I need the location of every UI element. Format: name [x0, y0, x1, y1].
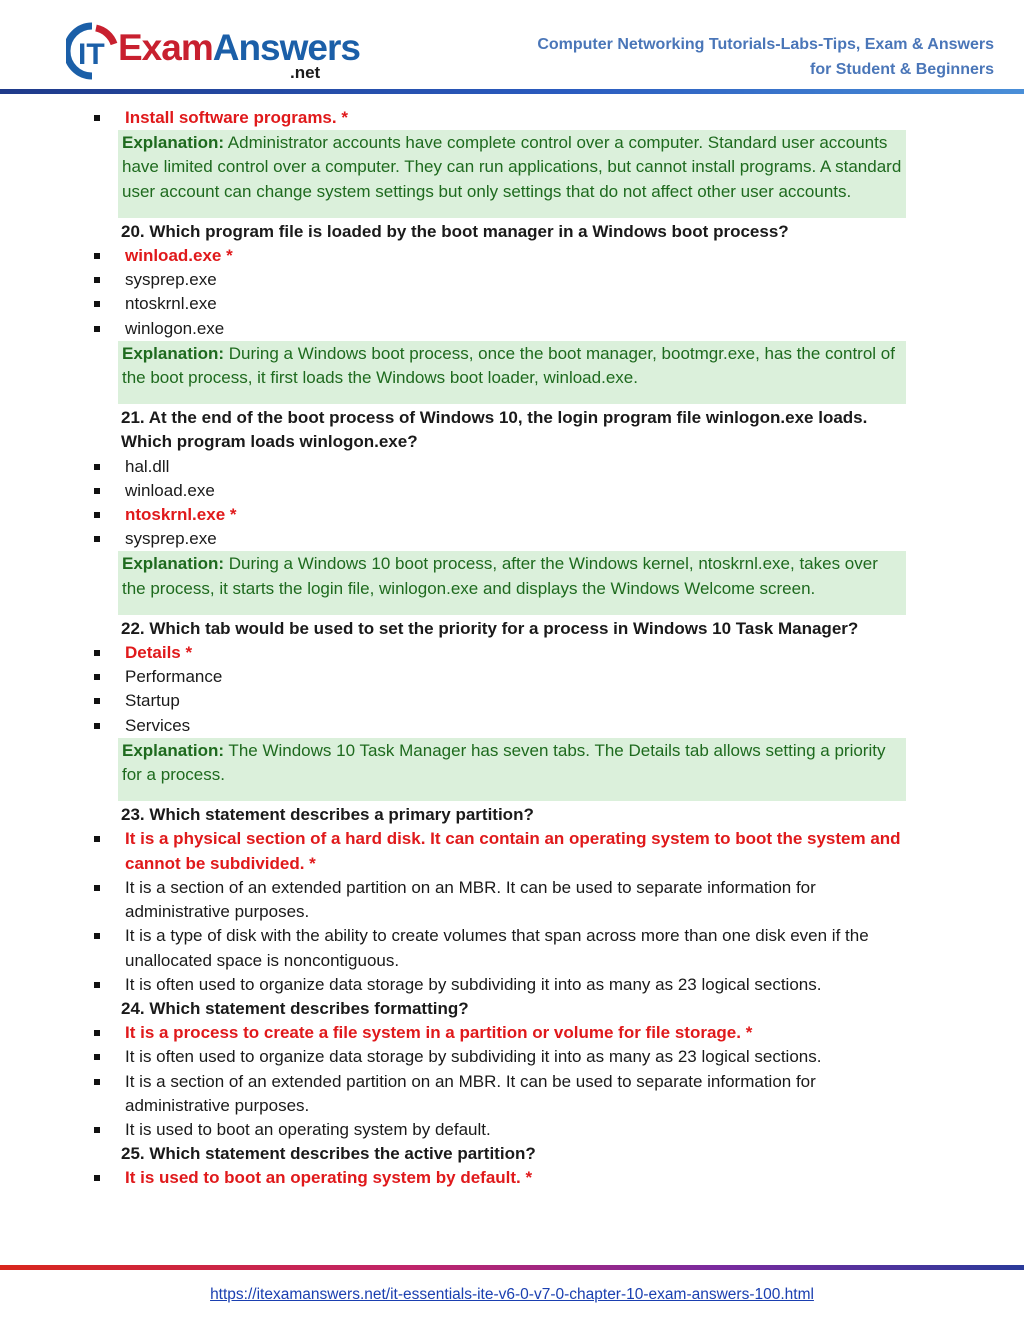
- page-header: [0, 0, 1024, 92]
- bullet-icon: [94, 536, 100, 542]
- option-text: It is a section of an extended partition on an MBR. It can be used to separate information for administrative purposes.: [125, 1071, 816, 1115]
- footer-divider: [0, 1265, 1024, 1270]
- option: [0, 527, 1024, 551]
- option: [0, 714, 1024, 738]
- option: [0, 1118, 1024, 1142]
- logo-exam-text: Exam: [118, 27, 213, 68]
- question-23: 23. Which statement describes a primary partition?: [121, 805, 534, 825]
- bullet-icon: [94, 488, 100, 494]
- question-25: 25. Which statement describes the active partition?: [121, 1144, 536, 1164]
- option-text: winload.exe *: [125, 246, 233, 266]
- option: [0, 665, 1024, 689]
- explanation-box: [118, 738, 906, 801]
- bullet-icon: [94, 885, 100, 891]
- bullet-icon: [94, 982, 100, 988]
- option: [0, 689, 1024, 713]
- option-text: ntoskrnl.exe: [125, 294, 217, 314]
- option: [0, 479, 1024, 503]
- option: [0, 317, 1024, 341]
- option-text: sysprep.exe: [125, 270, 217, 290]
- explanation-label: Explanation:: [122, 343, 225, 363]
- option: [0, 292, 1024, 316]
- bullet-icon: [94, 650, 100, 656]
- question-24: 24. Which statement describes formatting?: [121, 998, 469, 1018]
- explanation-text: During a Windows 10 boot process, after the Windows kernel, ntoskrnl.exe, takes over the process, it starts the login file, winlogon.exe and displays the Windows Welcome screen.: [122, 554, 878, 598]
- option-text: It is often used to organize data storage by subdividing it into as many as 23 logical sections.: [125, 974, 822, 994]
- logo-answers-text: Answers: [212, 27, 360, 68]
- option-correct: [0, 641, 1024, 665]
- bullet-icon: [94, 933, 100, 939]
- bullet-icon: [94, 326, 100, 332]
- logo-it-mark: [66, 22, 118, 80]
- bullet-icon: [94, 512, 100, 518]
- logo-wordmark: [118, 28, 360, 68]
- explanation-label: Explanation:: [122, 740, 225, 760]
- option: [0, 876, 1024, 924]
- option-text: It is a physical section of a hard disk. It can contain an operating system to boot the system and cannot be subdivided. *: [125, 829, 901, 873]
- option-text: Performance: [125, 667, 223, 687]
- option-correct: [0, 1021, 1024, 1045]
- explanation-box: [118, 551, 906, 614]
- site-logo[interactable]: [66, 22, 360, 88]
- logo-net-text: .net: [290, 63, 321, 82]
- option-text: It is used to boot an operating system by default.: [125, 1119, 491, 1139]
- option-text: hal.dll: [125, 456, 170, 476]
- option-text: It is used to boot an operating system by default. *: [125, 1168, 533, 1188]
- bullet-icon: [94, 698, 100, 704]
- bullet-icon: [94, 1054, 100, 1060]
- tagline-line2: for Student & Beginners: [809, 61, 994, 78]
- bullet-icon: [94, 301, 100, 307]
- logo-it-text: IT: [78, 38, 105, 71]
- option-text: Services: [125, 715, 191, 735]
- bullet-icon: [94, 464, 100, 470]
- tagline-line1: Computer Networking Tutorials-Labs-Tips, Exam & Answers: [537, 36, 994, 53]
- bullet-icon: [94, 674, 100, 680]
- bullet-icon: [94, 253, 100, 259]
- option-text: Details *: [125, 643, 193, 663]
- bullet-icon: [94, 836, 100, 842]
- option-text: winlogon.exe: [125, 318, 225, 338]
- explanation-label: Explanation:: [122, 133, 225, 153]
- bullet-icon: [94, 1175, 100, 1181]
- option: [0, 1045, 1024, 1069]
- option-correct: [0, 827, 1024, 875]
- explanation-text: During a Windows boot process, once the boot manager, bootmgr.exe, has the control of the boot process, it first loads the Windows boot loader, winload.exe.: [122, 343, 895, 388]
- bullet-icon: [94, 277, 100, 283]
- option-correct: [0, 106, 1024, 130]
- question-22: 22. Which tab would be used to set the priority for a process in Windows 10 Task Manager?: [121, 618, 859, 638]
- bullet-icon: [94, 1079, 100, 1085]
- option-text: It is a type of disk with the ability to create volumes that span across more than one disk even if the unallocated space is noncontiguous.: [125, 926, 869, 970]
- option: [0, 924, 1024, 972]
- option-correct: [0, 503, 1024, 527]
- explanation-box: [118, 341, 906, 404]
- bullet-icon: [94, 1127, 100, 1133]
- option-correct: [0, 1166, 1024, 1190]
- bullet-icon: [94, 115, 100, 121]
- explanation-label: Explanation:: [122, 554, 225, 574]
- option: [0, 973, 1024, 997]
- option-text: Install software programs. *: [125, 108, 348, 127]
- question-20: 20. Which program file is loaded by the boot manager in a Windows boot process?: [121, 221, 789, 241]
- option-text: It is often used to organize data storage by subdividing it into as many as 23 logical sections.: [125, 1047, 822, 1067]
- option: [0, 455, 1024, 479]
- option-text: winload.exe: [125, 480, 215, 500]
- option-text: It is a process to create a file system in a partition or volume for file storage. *: [125, 1023, 753, 1043]
- explanation-text: Administrator accounts have complete control over a computer. Standard user accounts have limited control over a computer. They can run applications, but cannot install programs. A standard user account can change system settings but only settings that do not affect other user accounts.: [122, 133, 902, 201]
- option-text: sysprep.exe: [125, 529, 217, 549]
- document-body: [0, 106, 1024, 1191]
- question-21: 21. At the end of the boot process of Windows 10, the login program file winlogon.exe loads. Which program loads winlogon.exe?: [121, 408, 868, 452]
- option-correct: [0, 244, 1024, 268]
- header-divider: [0, 89, 1024, 94]
- bullet-icon: [94, 1030, 100, 1036]
- option: [0, 268, 1024, 292]
- option-text: It is a section of an extended partition on an MBR. It can be used to separate information for administrative purposes.: [125, 877, 816, 922]
- footer-url-link[interactable]: https://itexamanswers.net/it-essentials-ite-v6-0-v7-0-chapter-10-exam-answers-100.html: [210, 1286, 814, 1303]
- option-text: Startup: [125, 691, 180, 711]
- bullet-icon: [94, 723, 100, 729]
- option-text: ntoskrnl.exe *: [125, 505, 237, 525]
- explanation-text: The Windows 10 Task Manager has seven tabs. The Details tab allows setting a priority for a process.: [122, 740, 886, 785]
- header-tagline: [537, 32, 994, 82]
- explanation-box: [118, 130, 906, 218]
- option: [0, 1070, 1024, 1118]
